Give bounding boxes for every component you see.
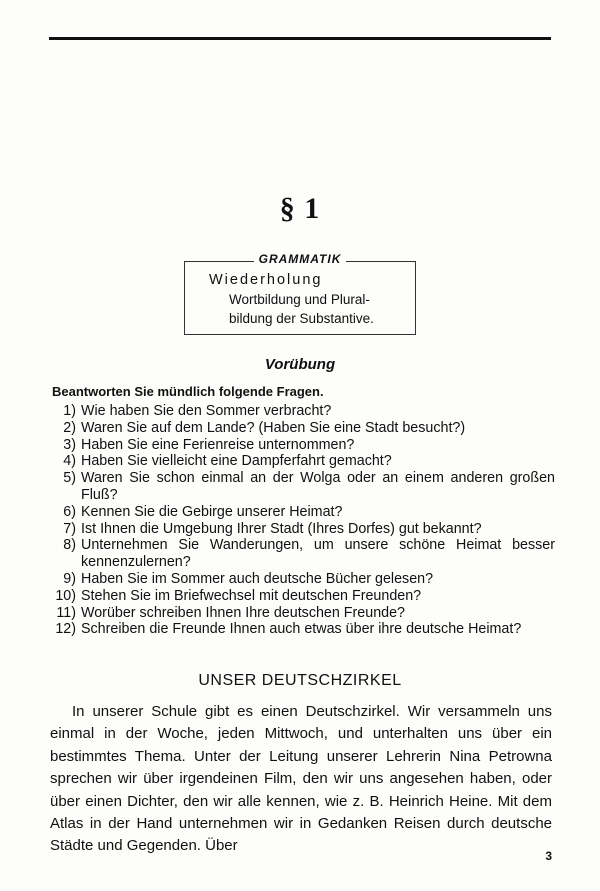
question-item — [50, 537, 555, 571]
question-text: Wie haben Sie den Sommer verbracht? — [81, 403, 332, 419]
question-text: Haben Sie vielleicht eine Dampferfahrt gemacht? — [81, 453, 392, 470]
question-item — [50, 403, 555, 420]
question-text: Schreiben die Freunde Ihnen auch etwas über ihre deutsche Heimat? — [81, 621, 522, 638]
question-item — [50, 437, 555, 454]
question-item — [50, 470, 555, 504]
question-number: 12) — [55, 621, 76, 638]
question-item — [50, 588, 555, 605]
question-item — [50, 621, 555, 638]
question-number: 2) — [63, 419, 76, 436]
grammar-label-text: GRAMMATIK — [254, 252, 347, 266]
page-number: 3 — [545, 849, 552, 863]
question-number: 11) — [56, 604, 76, 621]
grammar-label — [0, 252, 600, 266]
question-item — [50, 521, 555, 538]
grammar-line-1: Wiederholung — [209, 272, 323, 288]
question-text: Kennen Sie die Gebirge unserer Heimat? — [81, 503, 343, 520]
question-text: Haben Sie im Sommer auch deutsche Bücher gelesen? — [81, 570, 434, 587]
top-rule — [49, 37, 551, 40]
question-text: Waren Sie schon einmal an der Wolga oder an einem anderen großen Fluß? — [81, 470, 555, 503]
question-number: 1) — [63, 403, 76, 419]
question-number: 7) — [63, 520, 76, 537]
question-number: 3) — [63, 436, 76, 453]
question-number: 4) — [63, 453, 76, 470]
question-item — [50, 605, 555, 622]
exercise-instruction: Beantworten Sie mündlich folgende Fragen. — [52, 384, 324, 399]
question-list — [50, 403, 555, 638]
question-text: Waren Sie auf dem Lande? (Haben Sie eine Stadt besucht?) — [81, 419, 466, 436]
question-item — [50, 504, 555, 521]
grammar-line-3: bildung der Substantive. — [229, 311, 374, 326]
question-number: 6) — [63, 503, 76, 520]
question-number: 5) — [63, 470, 76, 487]
story-title: UNSER DEUTSCHZIRKEL — [198, 672, 402, 689]
question-text: Unternehmen Sie Wanderungen, um unsere schöne Heimat besser kennenzulernen? — [81, 537, 555, 571]
question-text: Worüber schreiben Ihnen Ihre deutschen Freunde? — [81, 604, 406, 621]
question-item — [50, 571, 555, 588]
grammar-line-2: Wortbildung und Plural- — [229, 292, 370, 307]
question-text: Stehen Sie im Briefwechsel mit deutschen Freunden? — [81, 587, 422, 604]
question-number: 9) — [63, 570, 76, 587]
question-text: Haben Sie eine Ferienreise unternommen? — [81, 436, 355, 453]
question-number: 10) — [55, 587, 76, 604]
question-number: 8) — [63, 537, 76, 554]
question-item — [50, 420, 555, 437]
question-text: Ist Ihnen die Umgebung Ihrer Stadt (Ihres Dorfes) gut bekannt? — [81, 520, 482, 537]
section-title: § 1 — [279, 192, 321, 225]
story-paragraph: In unserer Schule gibt es einen Deutschzirkel. Wir versammeln uns einmal in der Woche, jeden Mittwoch, und unterhalten uns über ein bestimmtes Thema. Unter der Leitung unserer Lehrerin Nina Petrowna sprechen wir über irgendeinen Film, den wir uns angesehen haben, oder über einen Dichter, den wir alle kennen, wie z. B. Heinrich Heine. Mit dem Atlas in der Hand unternehmen wir in Gedanken Reisen durch deutsche Städte und Gegenden. Über — [50, 703, 552, 855]
question-item — [50, 453, 555, 470]
exercise-heading: Vorübung — [264, 356, 336, 373]
